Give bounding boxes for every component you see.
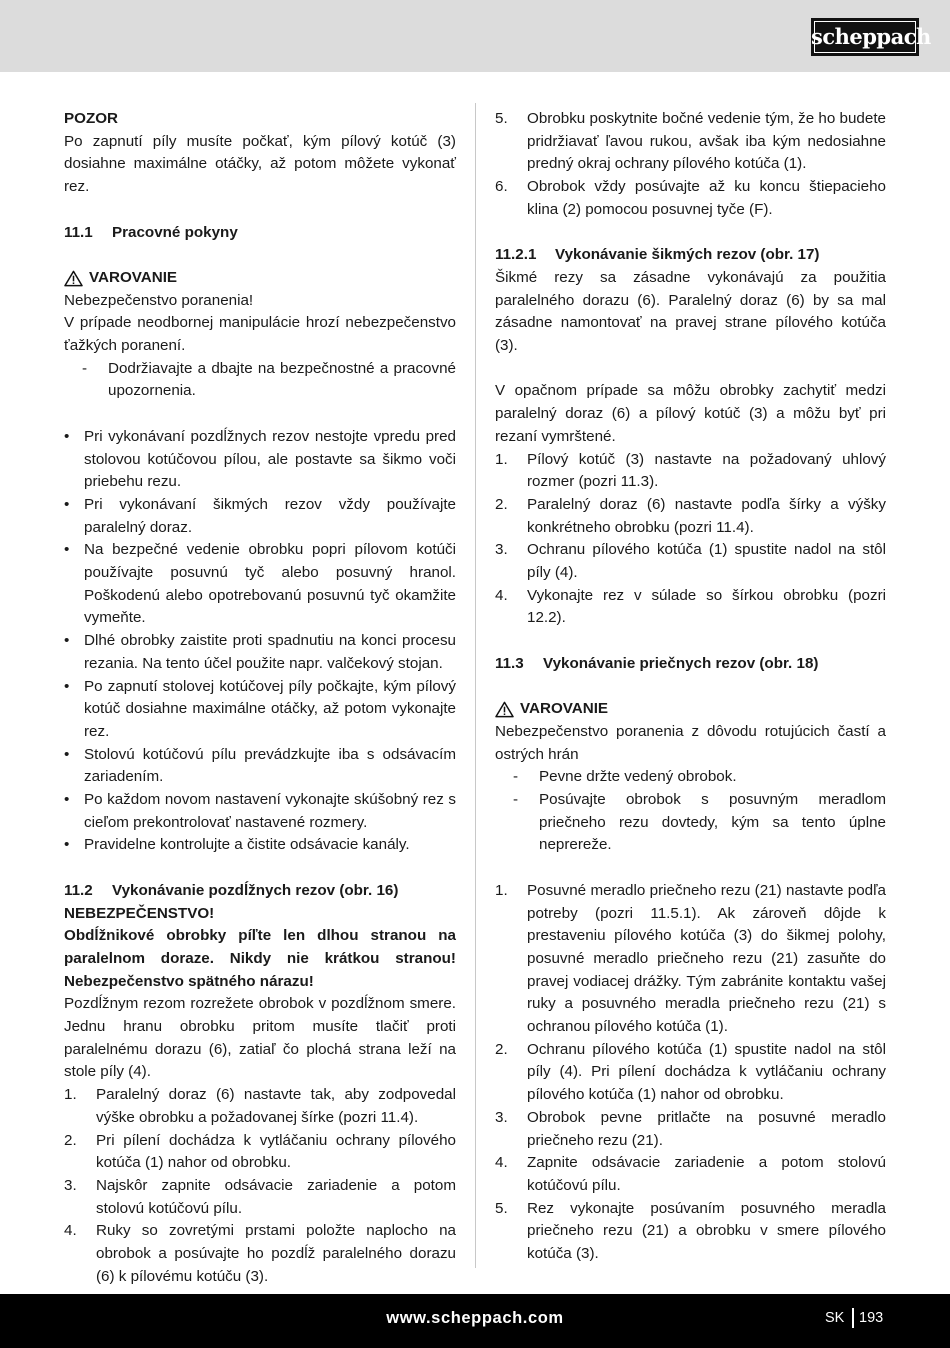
bullet-item: • Pri vykonávaní pozdĺžnych rezov nestojte vpredu pred stolovou kotúčovou pílou, ale postavte sa šikmo voči priebehu rezu. [64, 427, 456, 491]
step-item: 1. Paralelný doraz (6) nastavte tak, aby zodpovedal výške obrobku a požadovanej šírke (pozri 11.4). [64, 1086, 456, 1126]
footer-url: www.scheppach.com [386, 1309, 564, 1327]
step-item: 5. Obrobku poskytnite bočné vedenie tým, že ho budete pridržiavať ľavou rukou, avšak iba kým nedosiahne predný okraj ochrany pílového kotúča (1). [495, 110, 886, 173]
bullet-item: • Po každom novom nastavení vykonajte skúšobný rez s cieľom prekontrolovať nastavené rozmery. [64, 791, 456, 831]
step-item: 6. Obrobok vždy posúvajte až ku koncu štiepacieho klina (2) pomocou posuvnej tyče (F). [495, 178, 886, 218]
bullet-item: • Po zapnutí stolovej kotúčovej píly počkajte, kým pílový kotúč dosiahne maximálne otáčky, až potom vykonajte rez. [64, 677, 456, 740]
dash-item: - Posúvajte obrobok s posuvným meradlom priečneho rezu dovtedy, kým sa tento úplne neprereže. [513, 791, 886, 854]
step-item: 4. Vykonajte rez v súlade so šírkou obrobku (pozri 12.2). [495, 586, 886, 627]
section-title: Vykonávanie priečnych rezov (obr. 18) [543, 654, 819, 672]
step-item: 1. Posuvné meradlo priečneho rezu (21) nastavte podľa potreby (pozri 11.5.1). Ak zároveň dôjde k prestaveniu pílového kotúča (3) do šikmej polohy, posuvné meradlo priečneho rezu (21) zasuňte do pravej vodiacej drážky. Tým zabránite kontaktu vašej ruky a posuvného meradla priečneho rezu (21) s ochranou pílového kotúča (1). [495, 881, 886, 1036]
column-divider [475, 103, 476, 1268]
danger-text: Obdĺžnikové obrobky píľte len dlhou stranou na paralelnom doraze. Nikdy nie krátkou stranou! Nebezpečenstvo spätného nárazu! [64, 927, 456, 990]
step-item: 5. Rez vykonajte posúvaním posuvného meradla priečneho rezu (21) a obrobku v smere pílového kotúča (3). [495, 1199, 886, 1263]
section-11-2-heading [64, 880, 456, 903]
bullet-item: • Na bezpečné vedenie obrobku popri pílovom kotúči používajte posuvnú tyč alebo posuvný hranol. Poškodenú alebo opotrebovanú posuvnú tyč okamžite vymeňte. [64, 541, 456, 627]
right-column [495, 108, 886, 1266]
step-item: 2. Pri pílení dochádza k vytláčaniu ochrany pílového kotúča (1) nahor od obrobku. [64, 1131, 456, 1172]
page-number: 193 [859, 1310, 884, 1326]
step-item: 3. Ochranu pílového kotúča (1) spustite nadol na stôl píly (4). [495, 541, 886, 582]
section-title: Pracovné pokyny [112, 223, 238, 241]
bullet-item: • Stolovú kotúčovú pílu prevádzkujte iba s odsávacím zariadením. [64, 745, 456, 786]
warning-heading [64, 267, 456, 290]
left-column [64, 108, 456, 1289]
section-11-2-1-heading [495, 244, 886, 267]
pozor-text: Po zapnutí píly musíte počkať, kým pílový kotúč (3) dosiahne maximálne otáčky, až potom môžete vykonať rez. [64, 132, 456, 196]
danger-label: NEBEZPEČENSTVO! [64, 904, 215, 922]
section-title: Vykonávanie pozdĺžnych rezov (obr. 16) [112, 881, 399, 899]
language-code: SK [825, 1310, 845, 1326]
section-number: 11.2.1 [495, 246, 537, 264]
step-item: 2. Paralelný doraz (6) nastavte podľa šírky a výšky konkrétneho obrobku (pozri 11.4). [495, 495, 886, 536]
dash-item: - Pevne držte vedený obrobok. [513, 768, 737, 786]
bullet-item: • Dlhé obrobky zaistite proti spadnutiu na konci procesu rezania. Na tento účel použite napr. valčekový stojan. [64, 632, 456, 672]
step-item: 4. Ruky so zovretými prstami položte naplocho na obrobok a posúvajte ho pozdĺž paralelného dorazu (6) k pílovému kotúču (3). [64, 1222, 456, 1285]
section-title: Vykonávanie šikmých rezov (obr. 17) [555, 246, 820, 264]
section-11-1-heading [64, 222, 456, 245]
section-11-2-1-text-2: V opačnom prípade sa môžu obrobky zachytiť medzi paralelný doraz (6) a pílový kotúč (3) a môžu byť pri rezaní vymrštené. [495, 382, 886, 445]
section-number: 11.2 [64, 881, 93, 899]
section-number: 11.1 [64, 223, 93, 241]
warning-line-1: Nebezpečenstvo poranenia! [64, 291, 254, 309]
warning-label: VAROVANIE [520, 700, 609, 718]
footer-separator [852, 1308, 854, 1328]
step-item: 3. Najskôr zapnite odsávacie zariadenie a potom stolovú kotúčovú pílu. [64, 1176, 456, 1217]
pozor-title: POZOR [64, 110, 119, 127]
warning-triangle-icon [495, 701, 514, 718]
warning-text: Nebezpečenstvo poranenia z dôvodu rotujúcich častí a ostrých hrán [495, 722, 886, 763]
warning-line-2: V prípade neodbornej manipulácie hrozí nebezpečenstvo ťažkých poranení. [64, 314, 456, 354]
section-11-2-text: Pozdĺžnym rezom rozrežete obrobok v pozdĺžnom smere. Jednu hranu obrobku pritom musíte tlačiť proti paralelnému dorazu (6), zatiaľ čo plochá strana leží na stole píly (4). [64, 995, 456, 1081]
scheppach-logo [811, 18, 931, 56]
warning-triangle-icon [64, 270, 83, 287]
section-11-2-1-text-1: Šikmé rezy sa zásadne vykonávajú za použitia paralelného dorazu (6). Paralelný doraz (6) by sa mal zásadne namontovať na pravej strane pílového kotúča (3). [495, 268, 886, 355]
section-11-3-heading [495, 653, 886, 676]
step-item: 4. Zapnite odsávacie zariadenie a potom stolovú kotúčovú pílu. [495, 1154, 886, 1194]
warning-heading [495, 698, 886, 721]
step-item: 1. Pílový kotúč (3) nastavte na požadovaný uhlový rozmer (pozri 11.3). [495, 450, 886, 491]
header-band [0, 0, 950, 72]
bullet-item: • Pri vykonávaní šikmých rezov vždy používajte paralelný doraz. [64, 495, 456, 536]
step-item: 2. Ochranu pílového kotúča (1) spustite nadol na stôl píly (4). Pri pílení dochádza k vytláčaniu ochrany pílového kotúča (1) nahor od obrobku. [495, 1040, 886, 1104]
bullet-item: • Pravidelne kontrolujte a čistite odsávacie kanály. [64, 836, 410, 854]
dash-item: - Dodržiavajte a dbajte na bezpečnostné a pracovné upozornenia. [82, 359, 456, 400]
logo-text: scheppach [811, 24, 931, 49]
step-item: 3. Obrobok pevne pritlačte na posuvné meradlo priečneho rezu (21). [495, 1108, 886, 1149]
section-number: 11.3 [495, 654, 524, 672]
warning-label: VAROVANIE [89, 268, 178, 286]
footer-bar [0, 1294, 950, 1348]
